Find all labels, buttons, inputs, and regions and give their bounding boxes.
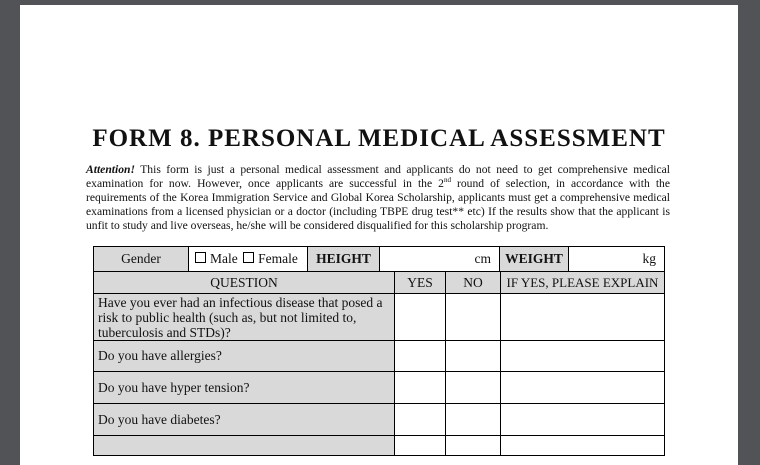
header-yes: YES	[395, 272, 446, 294]
question-text: Do you have diabetes?	[94, 404, 395, 436]
question-row	[94, 294, 665, 341]
male-label: Male	[210, 251, 238, 266]
yes-cell[interactable]	[395, 404, 446, 436]
attention-paragraph	[86, 163, 670, 233]
attention-text-1: This form is just a personal medical assessment and applicants do not need to get comprehensive medical examination for now. However, once applicants are successful in the 2	[86, 163, 670, 190]
height-label: HEIGHT	[308, 247, 380, 272]
form-title: FORM 8. PERSONAL MEDICAL ASSESSMENT	[92, 125, 666, 152]
yes-cell[interactable]	[395, 341, 446, 372]
no-cell[interactable]	[446, 436, 501, 456]
height-field[interactable]	[380, 247, 500, 272]
gender-label: Gender	[94, 247, 189, 272]
question-row	[94, 436, 665, 456]
yes-cell[interactable]	[395, 372, 446, 404]
header-row	[94, 272, 665, 294]
header-explain: IF YES, PLEASE EXPLAIN	[501, 272, 665, 294]
yes-cell[interactable]	[395, 436, 446, 456]
question-row	[94, 341, 665, 372]
no-cell[interactable]	[446, 294, 501, 341]
explain-cell[interactable]	[501, 404, 665, 436]
attention-text-2: round of selection, in accordance with the requirements of the Korea Immigration Service and Global Korea Scholarship, applicants must get a comprehensive medical examinations from a licensed physician or a doctor (including TBPE drug test** etc) If the results show that the applicant is unfit to study and live overseas, he/she will be considered disqualified for this scholarship program.	[86, 177, 670, 232]
no-cell[interactable]	[446, 404, 501, 436]
explain-cell[interactable]	[501, 341, 665, 372]
no-cell[interactable]	[446, 372, 501, 404]
measurements-row	[94, 247, 665, 272]
document-page	[20, 5, 738, 465]
attention-superscript: nd	[443, 176, 451, 185]
no-cell[interactable]	[446, 341, 501, 372]
weight-field[interactable]	[569, 247, 665, 272]
header-no: NO	[446, 272, 501, 294]
header-question: QUESTION	[94, 272, 395, 294]
question-text: Do you have allergies?	[94, 341, 395, 372]
female-checkbox[interactable]	[243, 252, 254, 263]
weight-unit: kg	[642, 251, 656, 266]
question-row	[94, 404, 665, 436]
explain-cell[interactable]	[501, 436, 665, 456]
question-row	[94, 372, 665, 404]
attention-lead: Attention!	[86, 163, 135, 176]
medical-table	[93, 246, 664, 456]
question-text	[94, 436, 395, 456]
male-checkbox[interactable]	[195, 252, 206, 263]
question-text: Have you ever had an infectious disease that posed a risk to public health (such as, but not limited to, tuberculosis and STDs)?	[94, 294, 395, 341]
explain-cell[interactable]	[501, 294, 665, 341]
weight-label: WEIGHT	[500, 247, 569, 272]
yes-cell[interactable]	[395, 294, 446, 341]
question-text: Do you have hyper tension?	[94, 372, 395, 404]
height-unit: cm	[474, 251, 491, 266]
gender-options	[189, 247, 308, 272]
explain-cell[interactable]	[501, 372, 665, 404]
female-label: Female	[258, 251, 298, 266]
